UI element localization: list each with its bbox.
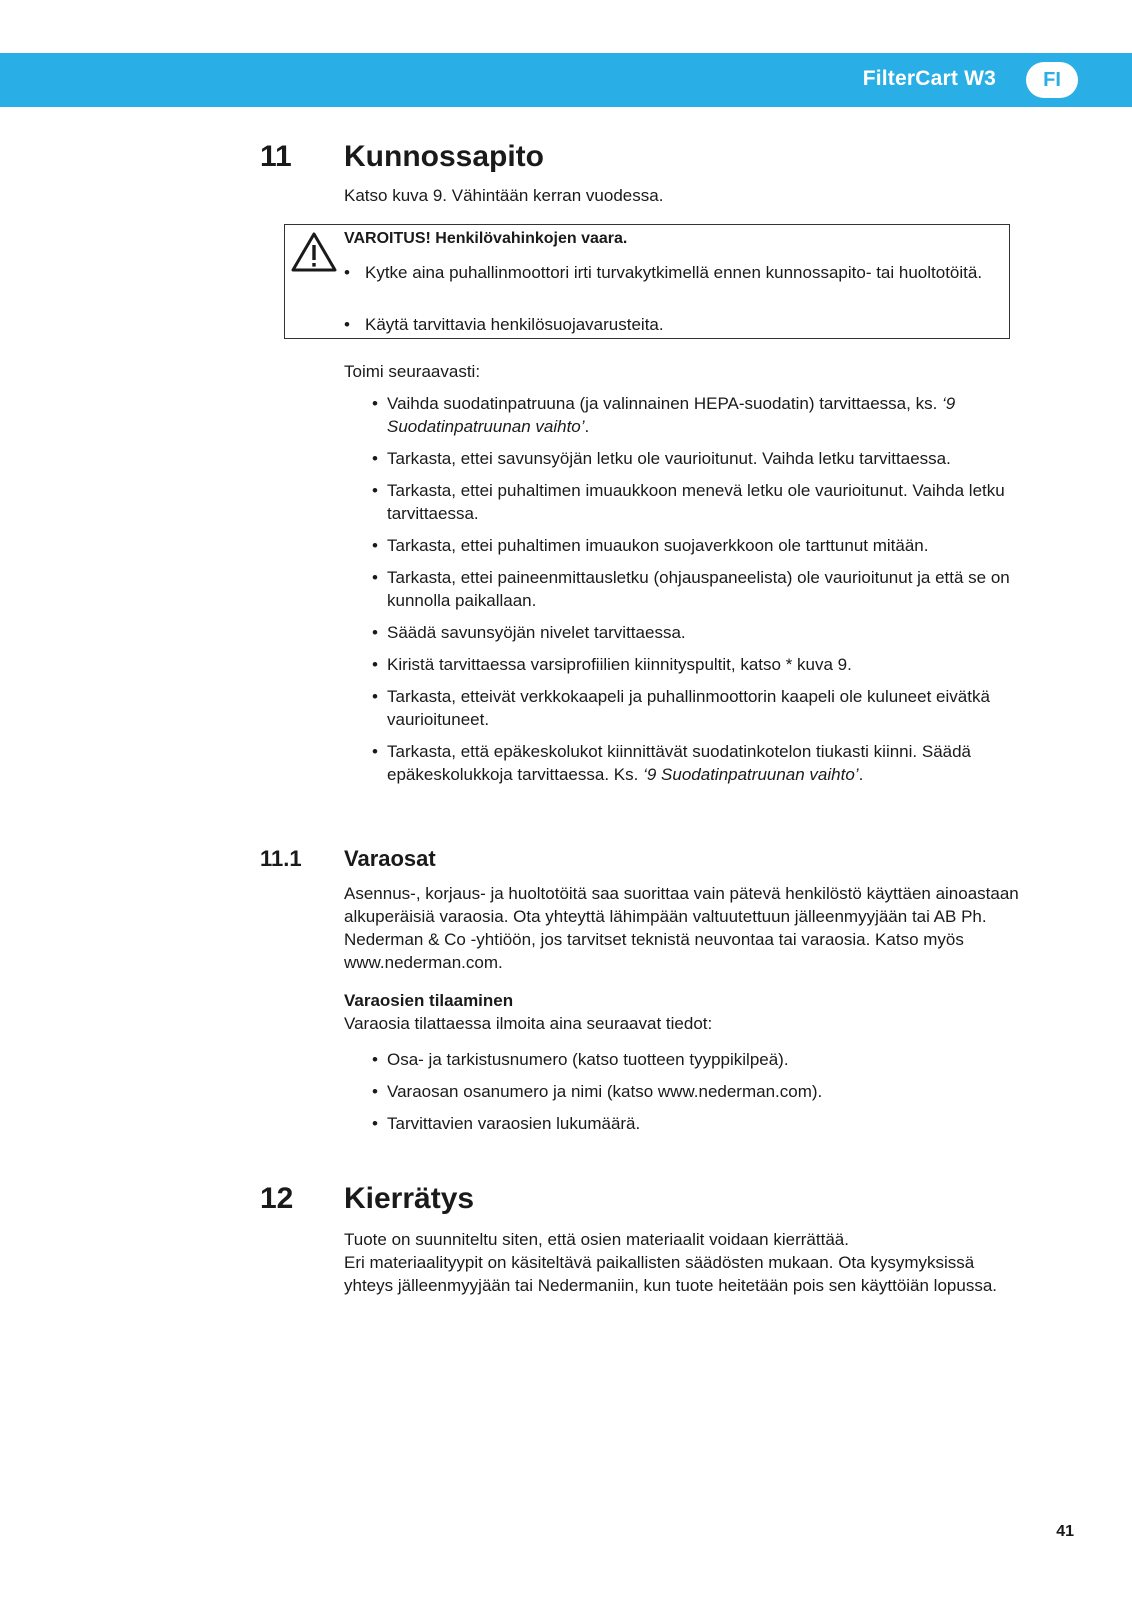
list-item: • Tarkasta, ettei puhaltimen imuaukon suojaverkkoon ole tarttunut mitään. <box>372 536 929 555</box>
warning-item: • Kytke aina puhallinmoottori irti turvakytkimellä ennen kunnossapito- tai huoltotöitä. <box>344 263 983 282</box>
cross-reference: ‘9 Suodatinpatruunan vaihto’ <box>643 765 859 784</box>
language-badge: FI <box>1026 62 1078 98</box>
order-items <box>372 1048 1022 1144</box>
order-intro: Varaosia tilattaessa ilmoita aina seuraavat tiedot: <box>344 1014 713 1033</box>
cross-reference: ‘9 Suodatinpatruunan vaihto’ <box>387 394 956 436</box>
list-item: • Tarkasta, ettei paineenmittausletku (ohjauspaneelista) ole vaurioitunut ja että se on kunnolla paikallaan. <box>372 568 1010 610</box>
list-item: • Tarkasta, ettei savunsyöjän letku ole vaurioitunut. Vaihda letku tarvittaessa. <box>372 449 951 468</box>
warning-triangle-icon <box>291 231 337 273</box>
section-number: 12 <box>260 1182 294 1215</box>
warning-box <box>284 224 1010 339</box>
list-item: • Tarkasta, ettei puhaltimen imuaukkoon menevä letku ole vaurioitunut. Vaihda letku tarvittaessa. <box>372 481 1005 523</box>
page-number: 41 <box>1056 1523 1074 1540</box>
spare-parts-body: Asennus-, korjaus- ja huoltotöitä saa suorittaa vain pätevä henkilöstö käyttäen ainoastaan alkuperäisiä varaosia. Ota yhteyttä lähimpään valtuutettuun jälleenmyyjään tai AB Ph. Nederman & Co -yhtiöön, jos tarvitset teknistä neuvontaa tai varaosia. Katso myös www.nederman.com. <box>344 884 1019 972</box>
recycling-line-1: Tuote on suunniteltu siten, että osien materiaalit voidaan kierrättää. <box>344 1230 849 1249</box>
subsection-title: Varaosat <box>344 846 436 871</box>
list-item: • Tarvittavien varaosien lukumäärä. <box>372 1114 641 1133</box>
recycling-body: Eri materiaalityypit on käsiteltävä paikallisten säädösten mukaan. Ota kysymyksissä yhteys jälleenmyyjään tai Nedermaniin, kun tuote heitetään pois sen käyttöiän lopussa. <box>344 1253 997 1295</box>
list-item: • Tarkasta, että epäkeskolukot kiinnittävät suodatinkotelon tiukasti kiinni. Säädä epäkeskolukkoja tarvittaessa. Ks. ‘9 Suodatinpatruunan vaihto’. <box>372 742 972 784</box>
list-item: • Säädä savunsyöjän nivelet tarvittaessa. <box>372 623 686 642</box>
warning-item: • Käytä tarvittavia henkilösuojavarusteita. <box>344 315 664 334</box>
list-item: • Vaihda suodatinpatruuna (ja valinnainen HEPA-suodatin) tarvittaessa, ks. ‘9 Suodatinpatruunan vaihto’. <box>372 394 956 436</box>
section-number: 11 <box>260 140 292 173</box>
list-item: • Kiristä tarvittaessa varsiprofiilien kiinnityspultit, katso * kuva 9. <box>372 655 852 674</box>
subsection-number: 11.1 <box>260 846 302 871</box>
warning-title: VAROITUS! Henkilövahinkojen vaara. <box>344 230 628 247</box>
header-band <box>0 53 1132 107</box>
section-title: Kierrätys <box>344 1182 475 1215</box>
list-item: • Osa- ja tarkistusnumero (katso tuotteen tyyppikilpeä). <box>372 1050 789 1069</box>
order-heading: Varaosien tilaaminen <box>344 991 514 1010</box>
section-intro: Katso kuva 9. Vähintään kerran vuodessa. <box>344 186 664 205</box>
list-item: • Varaosan osanumero ja nimi (katso www.nederman.com). <box>372 1082 823 1101</box>
bullet: • <box>344 315 350 334</box>
maintenance-steps <box>372 392 1022 795</box>
list-item: • Tarkasta, etteivät verkkokaapeli ja puhallinmoottorin kaapeli ole kuluneet eivätkä vaurioituneet. <box>372 687 990 729</box>
bullet: • <box>344 263 350 282</box>
product-title: FilterCart W3 <box>862 67 996 90</box>
section-title: Kunnossapito <box>344 140 544 173</box>
steps-intro: Toimi seuraavasti: <box>344 362 481 381</box>
